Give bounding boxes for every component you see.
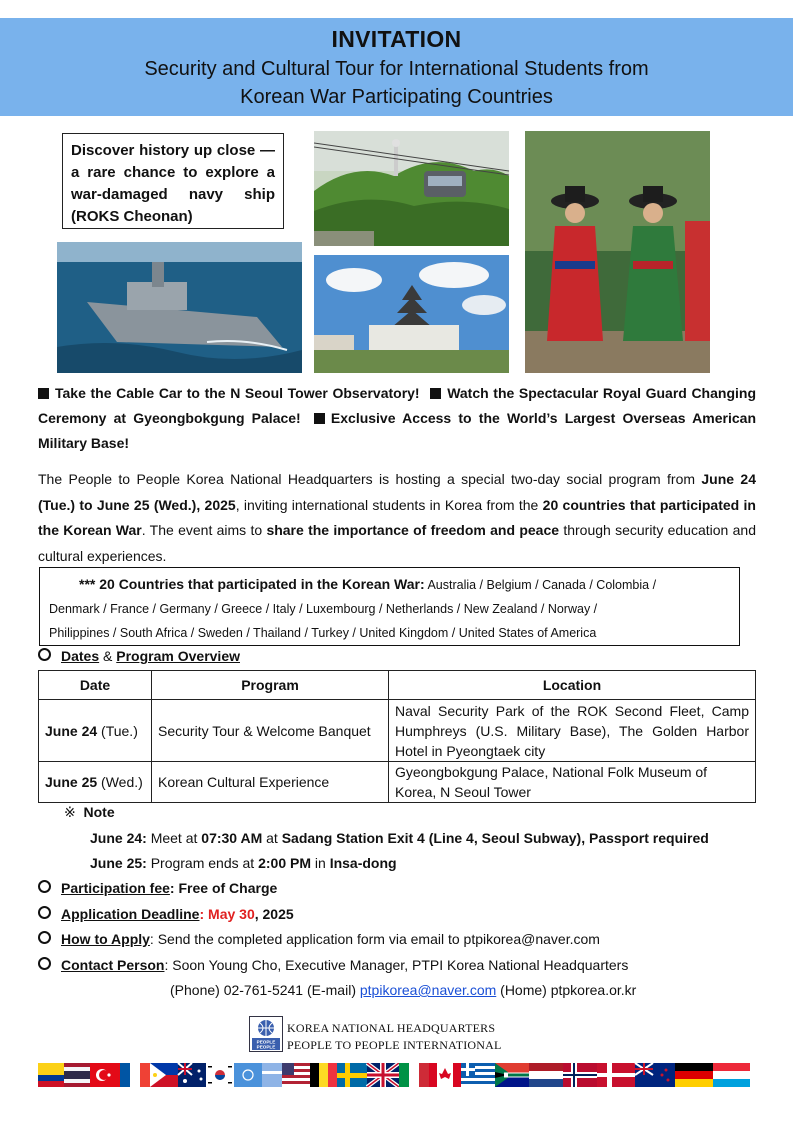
contact-label: Contact Person [61,957,165,973]
intro-text-1: The People to People Korea National Headquarters is hosting a special two-day social program from [38,471,702,487]
note-place: Insa-dong [329,855,397,871]
intro-aim: share the importance of freedom and peace [266,522,560,538]
contact-value: : Soon Young Cho, Executive Manager, PTPI Korea National Headquarters [164,957,629,973]
logo-text-bottom: PEOPLE [256,1044,276,1050]
page-title: INVITATION [331,26,462,52]
square-bullet-icon [314,413,325,424]
intro-text-3: . The event aims to [141,522,267,538]
apply-line [38,931,600,947]
date-day: (Tue.) [101,722,138,739]
countries-label: *** 20 Countries that participated in the Korean War: [79,576,425,592]
philippines-flag-icon [150,1063,178,1087]
contact-line [38,957,628,973]
note-text: Program ends at [146,855,259,871]
note-text: Meet at [146,830,202,846]
deadline-date: May 30 [208,906,255,922]
apply-label: How to Apply [61,931,150,947]
square-bullet-icon [38,388,49,399]
note-time: 2:00 PM [258,855,312,871]
note-date: June 25: [90,855,147,871]
note-text: in [311,855,330,871]
highlight-2: Watch the Spectacular Royal Guard Changing Ceremony at Gyeongbokgung Palace! [38,385,756,426]
deadline-line: Application Deadline: May 30, 2025 [38,906,294,922]
location-cell: Gyeongbokgung Palace, National Folk Museum of Korea, N Seoul Tower [389,762,756,803]
apply-value: : Send the completed application form via email to ptpikorea@naver.com [149,931,600,947]
program-cell: Security Tour & Welcome Banquet [152,700,389,762]
thailand-flag-icon [64,1063,90,1087]
date-bold: June 25 [45,774,98,790]
table-row [39,700,756,762]
date-bold: June 24 [45,722,98,739]
countries-list-2: Denmark / France / Germany / Greece / Italy / Luxembourg / Netherlands / New Zealand / Norway / [49,602,598,616]
intro-countries: 20 countries that participated in the Korean War [38,496,756,538]
palace-photo [314,255,509,373]
heading-amp: & [103,648,113,664]
circle-bullet-icon [38,931,51,944]
fee-line: Participation fee: Free of Charge [38,880,277,896]
logo-text-top: PEOPLE [256,1039,276,1045]
note-place: Sadang Station Exit 4 (Line 4, Seoul Subway), Passport required [281,830,709,846]
note-label: Note [83,804,115,820]
heading-program: Program Overview [116,648,240,664]
org-name [287,1020,502,1054]
date-day: (Wed.) [101,774,143,790]
sweden-flag-icon [337,1063,367,1087]
note-symbol-icon: ※ [64,804,76,820]
countries-box [39,567,740,646]
circle-bullet-icon [38,648,51,661]
canada-flag-icon [429,1063,461,1087]
org-line-1: KOREA NATIONAL HEADQUARTERS [287,1021,496,1035]
overview-heading [38,648,240,664]
header-date: Date [39,671,152,700]
subtitle-line-1: Security and Cultural Tour for International Students from [144,58,649,80]
note-line-1 [90,830,709,846]
usa-flag-icon [282,1063,310,1087]
intro-text-4: through security education and cultural experiences. [38,522,756,564]
contact-phone: (Phone) 02-761-5241 (E-mail) [170,982,360,998]
cable-car-photo [314,131,509,246]
table-header-row [39,671,756,700]
date-cell [39,700,152,762]
note-date: June 24: [90,830,147,846]
netherlands-flag-icon [529,1063,563,1087]
intro-dates: June 24 (Tue.) to June 25 (Wed.), 2025 [38,471,756,513]
italy-flag-icon [399,1063,429,1087]
intro-paragraph [38,467,756,569]
greece-flag-icon [461,1063,495,1087]
germany-flag-icon [675,1063,713,1087]
royal-guards-photo [525,131,710,373]
note-text: at [262,830,282,846]
circle-bullet-icon [38,906,51,919]
subtitle-line-2: Korean War Participating Countries [240,86,553,108]
flags-strip [38,1063,750,1087]
highlight-3: Exclusive Access to the World’s Largest Overseas American Military Base! [38,410,756,451]
korea-flag-icon [206,1063,234,1087]
header-location: Location [389,671,756,700]
denmark-flag-icon [597,1063,635,1087]
belgium-flag-icon [310,1063,337,1087]
highlights [38,381,756,456]
australia-flag-icon [178,1063,206,1087]
header-program: Program [152,671,389,700]
fee-label: Participation fee [61,880,170,896]
note-line-2 [90,855,397,871]
highlight-1: Take the Cable Car to the N Seoul Tower Observatory! [55,385,420,401]
uk-flag-icon [367,1063,399,1087]
fee-value: Free of Charge [178,880,278,896]
greece-small-flag-icon [262,1063,282,1087]
contact-email-link[interactable]: ptpikorea@naver.com [359,982,497,998]
deadline-label: Application Deadline [61,906,200,922]
deadline-year: , 2025 [254,906,294,922]
note-time: 07:30 AM [201,830,263,846]
square-bullet-icon [430,388,441,399]
circle-bullet-icon [38,880,51,893]
new-zealand-flag-icon [635,1063,675,1087]
contact-home: (Home) ptpkorea.or.kr [496,982,637,998]
table-row [39,762,756,803]
intro-text-2: , inviting international students in Korea from the [235,496,543,513]
norway-flag-icon [563,1063,597,1087]
contact-details [170,982,636,998]
callout-text: Discover history up close — a rare chance to explore a war-damaged navy ship (ROKS Cheonan) [71,142,275,225]
heading-dates: Dates [61,648,100,664]
schedule-table [38,670,756,803]
org-line-2: PEOPLE TO PEOPLE INTERNATIONAL [287,1038,502,1052]
callout-box [62,133,284,229]
colombia-flag-icon [38,1063,64,1087]
location-cell: Naval Security Park of the ROK Second Fleet, Camp Humphreys (U.S. Military Base), The Golden Harbor Hotel in Pyeongtaek city [389,700,756,762]
invitation-header [0,18,793,116]
countries-list-3: Philippines / South Africa / Sweden / Thailand / Turkey / United Kingdom / United States of America [49,626,597,640]
date-cell [39,762,152,803]
note-heading [64,804,115,821]
navy-ship-photo [57,242,302,373]
south-africa-flag-icon [495,1063,529,1087]
turkey-flag-icon [90,1063,120,1087]
un-flag-icon [234,1063,262,1087]
countries-list-1: Australia / Belgium / Canada / Colombia / [427,578,657,592]
luxembourg-flag-icon [713,1063,750,1087]
ptpi-logo [249,1016,283,1052]
circle-bullet-icon [38,957,51,970]
program-cell: Korean Cultural Experience [152,762,389,803]
france-flag-icon [120,1063,150,1087]
